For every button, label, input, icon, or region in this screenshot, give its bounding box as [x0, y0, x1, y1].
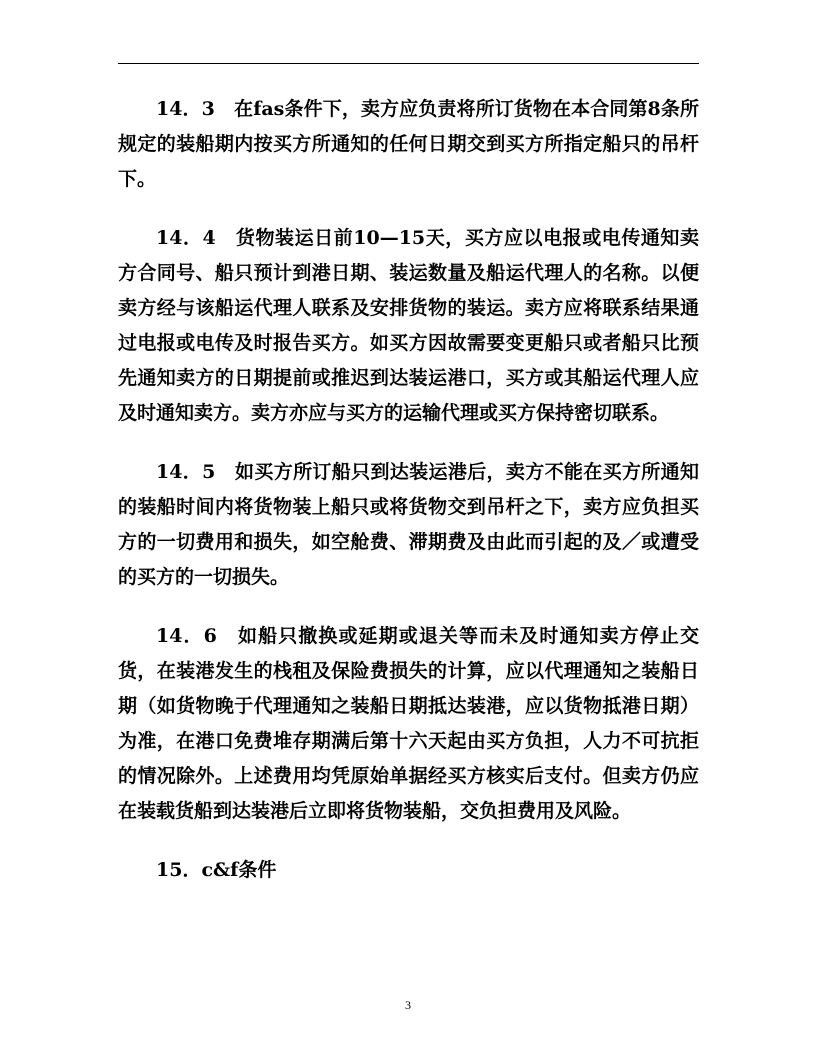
paragraph-14-4: 14．4 货物装运日前10—15天，买方应以电报或电传通知卖方合同号、船只预计到港日期、装运数量及船运代理人的名称。以便卖方经与该船运代理人联系及安排货物的装运。卖方应将联系结果通过电报或电传及时报告买方。如买方因故需要变更船只或者船只比预先通知卖方的日期提前或推迟到达装运港口，买方或其船运代理人应及时通知卖方。卖方亦应与买方的运输代理或买方保持密切联系。	[118, 227, 699, 424]
paragraph-14-3: 14．3 在fas条件下，卖方应负责将所订货物在本合同第8条所规定的装船期内按买方所通知的任何日期交到买方所指定船只的吊杆下。	[118, 98, 699, 190]
paragraph-14-5: 14．5 如买方所订船只到达装运港后，卖方不能在买方所通知的装船时间内将货物装上船只或将货物交到吊杆之下，卖方应负担买方的一切费用和损失，如空舱费、滞期费及由此而引起的及／或遭受的买方的一切损失。	[118, 461, 699, 588]
section-heading-15: 15．c&f条件	[156, 859, 277, 881]
header-rule	[118, 63, 699, 64]
document-body	[118, 92, 699, 912]
page-number: 3	[405, 998, 411, 1012]
paragraph-14-6: 14．6 如船只撤换或延期或退关等而未及时通知卖方停止交货，在装港发生的栈租及保险费损失的计算，应以代理通知之装船日期（如货物晚于代理通知之装船日期抵达装港，应以货物抵港日期）为准，在港口免费堆存期满后第十六天起由买方负担，人力不可抗拒的情况除外。上述费用均凭原始单据经买方核实后支付。但卖方仍应在装载货船到达装港后立即将货物装船，交负担费用及风险。	[118, 625, 699, 822]
